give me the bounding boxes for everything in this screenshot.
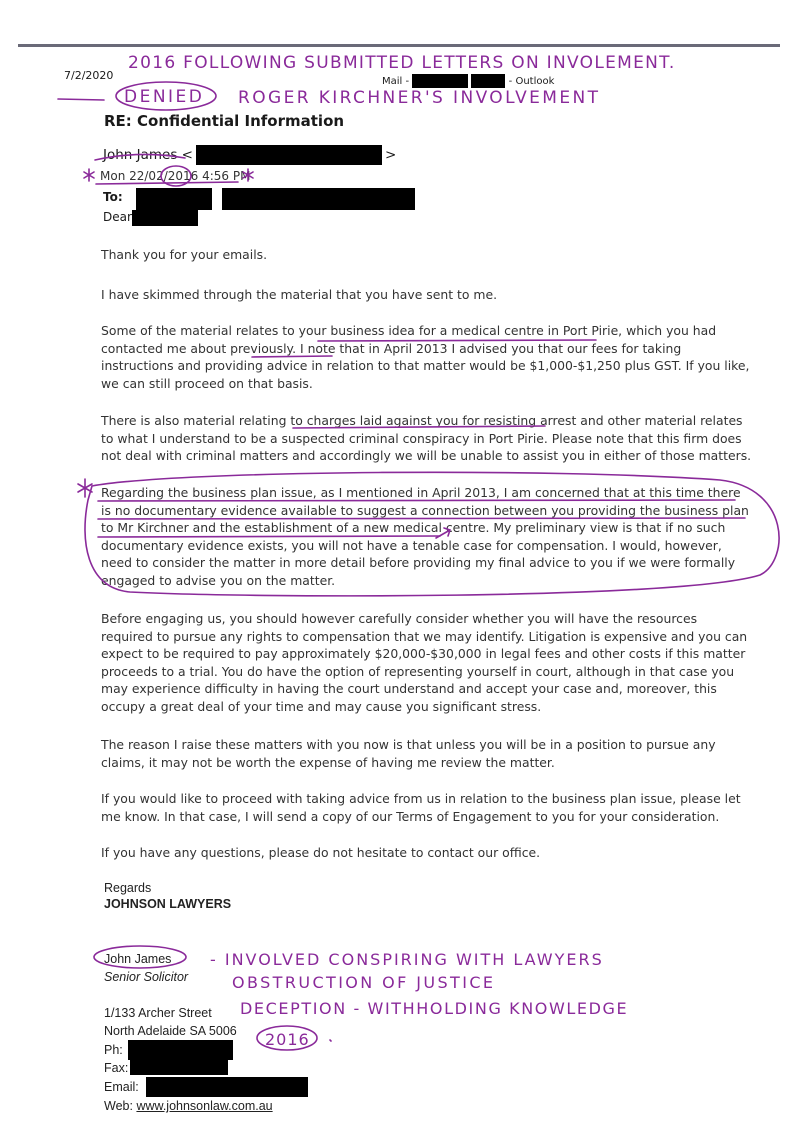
pen-dash-mark	[58, 99, 104, 100]
circle-denied	[116, 82, 216, 110]
body-paragraph: Some of the material relates to your business idea for a medical centre in Port Pirie, which you had contacted me about previously. I note that in April 2013 I advised you that our fees for taking instructions and providing advice in relation to that matter would be $1,000-$1,250 plus GST. If you like, we can still proceed on that basis.	[101, 323, 750, 391]
signature-name: John James	[104, 952, 172, 966]
circle-sender	[95, 154, 185, 160]
star-mark	[84, 169, 94, 181]
body-paragraph: If you have any questions, please do not hesitate to contact our office.	[101, 845, 541, 860]
print-date: 7/2/2020	[64, 69, 114, 82]
body-paragraph: There is also material relating to charges laid against you for resisting arrest and other material relates to what I understand to be a suspected criminal conspiracy in Port Pirie. Please note that this firm does not deal with criminal matters and accordingly we will be unable to assist you in either of those matters.	[101, 413, 752, 464]
star-mark	[243, 169, 253, 181]
underline-paragraph-5c	[98, 536, 440, 537]
signature-address-line2: North Adelaide SA 5006	[104, 1024, 237, 1038]
circle-signature-name	[94, 946, 186, 968]
mail-header-suffix: - Outlook	[508, 76, 555, 87]
handwritten-note-involvement: ROGER KIRCHNER'S INVOLVEMENT	[238, 88, 601, 108]
body-paragraph: If you would like to proceed with taking advice from us in relation to the business plan issue, please let me know. In that case, I will send a copy of our Terms of Engagement to you for your consideration.	[101, 791, 741, 824]
handwritten-note-conspiring: - INVOLVED CONSPIRING WITH LAWYERS	[210, 950, 604, 969]
underline-paragraph-5	[98, 500, 735, 501]
email-sent-date: Mon 22/02/2016 4:56 PM	[100, 169, 251, 183]
underline-paragraph-5b	[98, 518, 745, 519]
to-label: To:	[103, 190, 123, 204]
body-paragraph: Before engaging us, you should however carefully consider whether you will have the resources required to pursue any rights to compensation that we may identify. Litigation is expensive and you can expect to be required to pay approximately $20,000-$30,000 in legal fees and other costs if this matter proceeds to a trial. You do have the option of representing yourself in court, although in that case you may experience difficulty in having the court understand and accept your case and, moreover, this occupy a great deal of your time and may cause you significant stress.	[101, 611, 748, 714]
handwritten-year: 2016	[265, 1030, 310, 1049]
signature-phone-label: Ph:	[104, 1043, 123, 1057]
body-paragraph: The reason I raise these matters with you now is that unless you will be in a position to pursue any claims, it may not be worth the expense of having me review the matter.	[101, 737, 716, 770]
signature-email-label: Email:	[104, 1080, 139, 1094]
email-subject: RE: Confidential Information	[104, 112, 345, 130]
handwritten-note-top: 2016 FOLLOWING SUBMITTED LETTERS ON INVOLEMENT.	[128, 53, 676, 73]
signature-regards: Regards	[104, 881, 152, 895]
body-paragraph-highlighted: Regarding the business plan issue, as I mentioned in April 2013, I am concerned that at this time there is no documentary evidence available to suggest a connection between you providing the business plan to Mr Kirchner and the establishment of a new medical centre. My preliminary view is that if no such documentary evidence exists, you will not have a tenable case for compensation. I would, however, need to consider the matter in more detail before providing my final advice to you if we were formally engaged to advise you on the matter.	[101, 485, 749, 588]
signature-address-line1: 1/133 Archer Street	[104, 1006, 212, 1020]
sender-name: John James <	[103, 147, 193, 163]
body-paragraph: I have skimmed through the material that you have sent to me.	[101, 287, 498, 302]
signature-fax-label: Fax:	[104, 1061, 129, 1075]
circle-paragraph	[85, 472, 779, 596]
underline-charges	[293, 426, 545, 428]
pen-dot	[330, 1040, 331, 1041]
website-link[interactable]: www.johnsonlaw.com.au	[136, 1099, 273, 1113]
signature-firm: JOHNSON LAWYERS	[104, 897, 232, 911]
pen-arrow	[436, 528, 450, 538]
underline-business-idea	[318, 340, 596, 341]
body-paragraph: Thank you for your emails.	[101, 247, 268, 262]
signature-title: Senior Solicitor	[104, 970, 189, 984]
sender-close: >	[385, 147, 397, 163]
underline-april-2013	[252, 356, 332, 357]
salutation-label: Dear	[103, 210, 132, 224]
handwritten-note-deception: DECEPTION - WITHHOLDING KNOWLEDGE	[240, 999, 629, 1018]
circle-year	[257, 1026, 317, 1050]
handwritten-denied: DENIED	[124, 87, 205, 107]
handwritten-note-obstruction: OBSTRUCTION OF JUSTICE	[232, 973, 496, 992]
signature-web-label: Web:	[104, 1099, 133, 1113]
mail-header-prefix: Mail -	[382, 76, 410, 87]
